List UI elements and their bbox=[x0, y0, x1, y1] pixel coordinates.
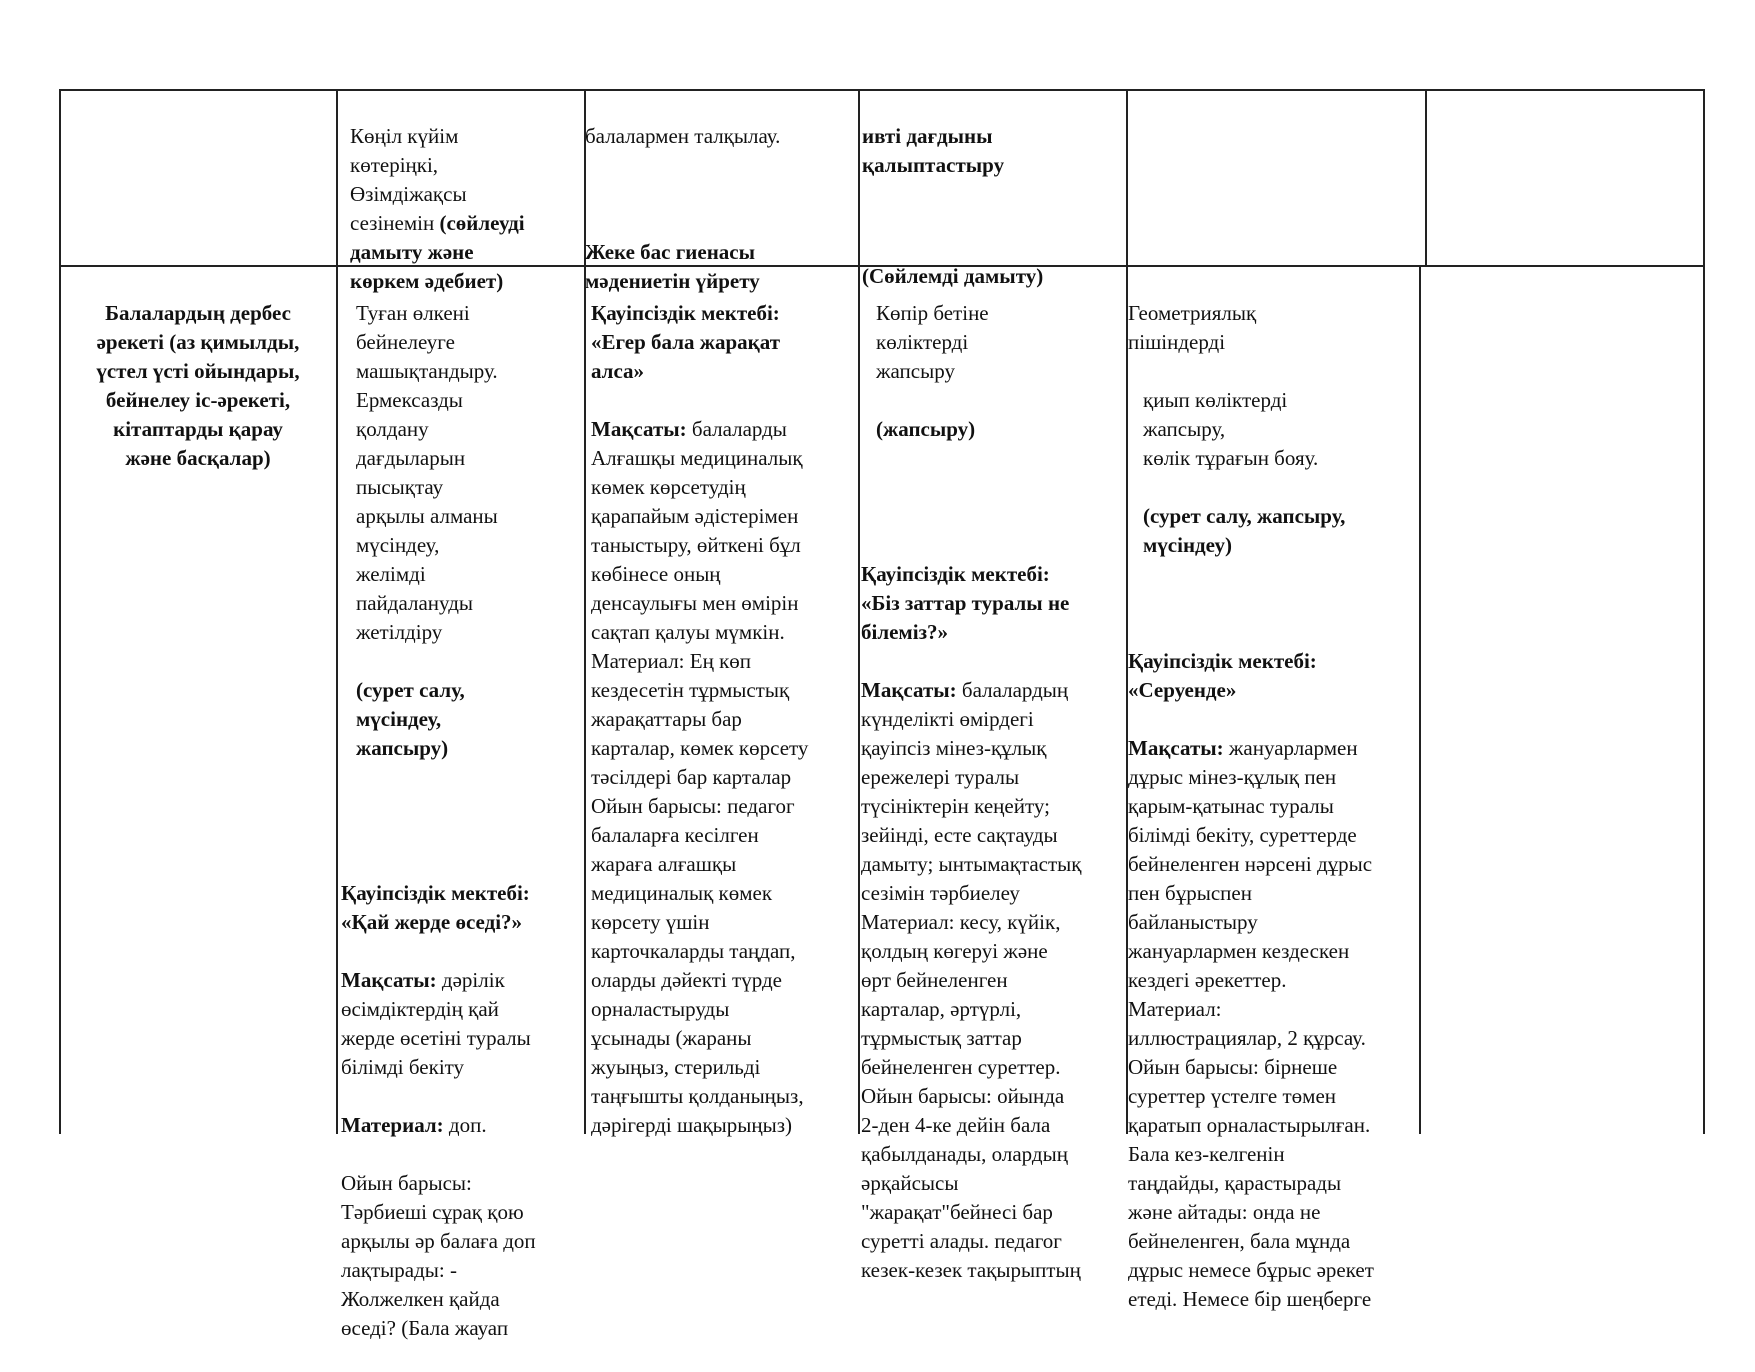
row2-cell-4-text1: Геометриялық пішіндерді bbox=[1128, 301, 1257, 354]
row2-cell-4 bbox=[1128, 270, 1420, 1343]
row1-cell-1-bold: (сөйлеуді дамыту және көркем әдебиет) bbox=[350, 211, 525, 293]
row2-cell-3-goal: балалардың күнделікті өмірдегі қауіпсіз мінез-құлық ережелері туралы түсініктерін кеңейту; зейінді, есте сақтауды дамыту; ынтымақтастық сезімін тәрбиелеу Материал: кесу, күйік, қолдың көгеруі және өрт бейнеленген карталар, әртүрлі, тұрмыстық заттар бейнеленген суреттер. Ойын барысы: ойында 2-ден 4-ке дейін бала қабылданады, олардың әрқайсысы "жарақат"бейнесі бар суретті алады. педагог кезек-кезек тақырыптың bbox=[861, 678, 1082, 1282]
row1-cell-1 bbox=[350, 93, 585, 296]
row2-cell-3-bold: (жапсыру) bbox=[876, 417, 976, 441]
row2-cell-4-bold: (сурет салу, жапсыру, мүсіндеу) bbox=[1143, 504, 1346, 557]
row2-cell-2-goal-label: Мақсаты: bbox=[591, 417, 687, 441]
row2-cell-4-text2: қиып көліктерді жапсыру, көлік тұрағын бояу. bbox=[1143, 388, 1319, 470]
row2-cell-1-game: Ойын барысы: Тәрбиеші сұрақ қою арқылы әр балаға доп лақтырады: - Жолжелкен қайда өседі? (Бала жауап bbox=[341, 1171, 536, 1340]
row2-cell-2 bbox=[591, 270, 859, 1169]
column-divider-5 bbox=[1425, 89, 1427, 265]
row2-label bbox=[62, 270, 334, 502]
row2-cell-1-goal-label: Мақсаты: bbox=[341, 968, 437, 992]
row2-cell-4-goal-label: Мақсаты: bbox=[1128, 736, 1224, 760]
row2-cell-1-school: Қауіпсіздік мектебі: «Қай жерде өседі?» bbox=[341, 881, 530, 934]
table-right-border bbox=[1703, 89, 1705, 1134]
row2-cell-1 bbox=[341, 270, 586, 1372]
row2-cell-2-school: Қауіпсіздік мектебі: «Егер бала жарақат алса» bbox=[591, 301, 781, 383]
row2-cell-2-goal: балаларды Алғашқы медициналық көмек көрсетудің қарапайым әдістерімен таныстыру, өйткені бұл көбінесе оның денсаулығы мен өмірін сақтап қалуы мүмкін. Материал: Ең көп кездесетін тұрмыстық жарақаттары бар карталар, көмек көрсету тәсілдері бар карталар Ойын барысы: педагог балаларға кесілген жараға алғашқы медициналық көмек көрсету үшін карточкаларды таңдап, оларды дәйекті түрде орналастыруды ұсынады (жараны жуыңыз, стерильді таңғышты қолданыңыз, дәрігерді шақырыңыз) bbox=[591, 417, 809, 1137]
row1-cell-2-bold: Жеке бас гиенасы мәдениетін үйрету bbox=[585, 240, 760, 293]
row1-cell-3-bold2: (Сөйлемді дамыту) bbox=[862, 264, 1044, 288]
row2-cell-3-text: Көпір бетіне көліктерді жапсыру bbox=[876, 301, 989, 383]
row2-cell-4-school: Қауіпсіздік мектебі: «Серуенде» bbox=[1128, 649, 1317, 702]
row2-cell-3 bbox=[861, 270, 1127, 1314]
row2-cell-3-school: Қауіпсіздік мектебі: «Біз заттар туралы не білеміз?» bbox=[861, 562, 1070, 644]
table-left-border bbox=[59, 89, 61, 1134]
row2-cell-1-material: доп. bbox=[443, 1113, 487, 1137]
table-top-border bbox=[59, 89, 1704, 91]
column-divider-1 bbox=[336, 89, 338, 1134]
row1-cell-2-text: балалармен талқылау. bbox=[585, 124, 781, 148]
row2-cell-1-bold: (сурет салу, мүсіндеу, жапсыру) bbox=[356, 678, 465, 760]
row2-cell-1-text: Туған өлкені бейнелеуге машықтандыру. Ермексазды қолдану дағдыларын пысықтау арқылы алманы мүсіндеу, желімді пайдалануды жетілдіру bbox=[356, 301, 498, 644]
row1-cell-3-bold: ивті дағдыны қалыптастыру bbox=[862, 124, 1005, 177]
row2-cell-1-goal: дәрілік өсімдіктердің қай жерде өсетіні туралы білімді бекіту bbox=[341, 968, 531, 1079]
row2-cell-4-goal: жануарлармен дұрыс мінез-құлық пен қарым-қатынас туралы білімді бекіту, суреттерде бейнеленген нәрсені дұрыс пен бұрыспен байланыстыру жануарлармен кездескен кездегі әрекеттер. Материал: иллюстрациялар, 2 құрсау. Ойын барысы: бірнеше суреттер үстелге төмен қаратып орналастырылған. Бала кез-келгенін таңдайды, қарастырады және айтады: онда не бейнеленген, бала мұнда дұрыс немесе бұрыс әрекет етеді. Немесе бір шеңберге bbox=[1128, 736, 1374, 1311]
row2-cell-3-goal-label: Мақсаты: bbox=[861, 678, 957, 702]
row1-cell-1-text: Көңіл күйім көтеріңкі, Өзімдіжақсы сезінемін bbox=[350, 124, 467, 235]
row2-label-text: Балалардың дербес әрекеті (аз қимылды, үстел үсті ойындары, бейнелеу іс-әрекеті, кітаптарды қарау және басқалар) bbox=[96, 301, 300, 470]
row2-cell-1-material-label: Материал: bbox=[341, 1113, 444, 1137]
